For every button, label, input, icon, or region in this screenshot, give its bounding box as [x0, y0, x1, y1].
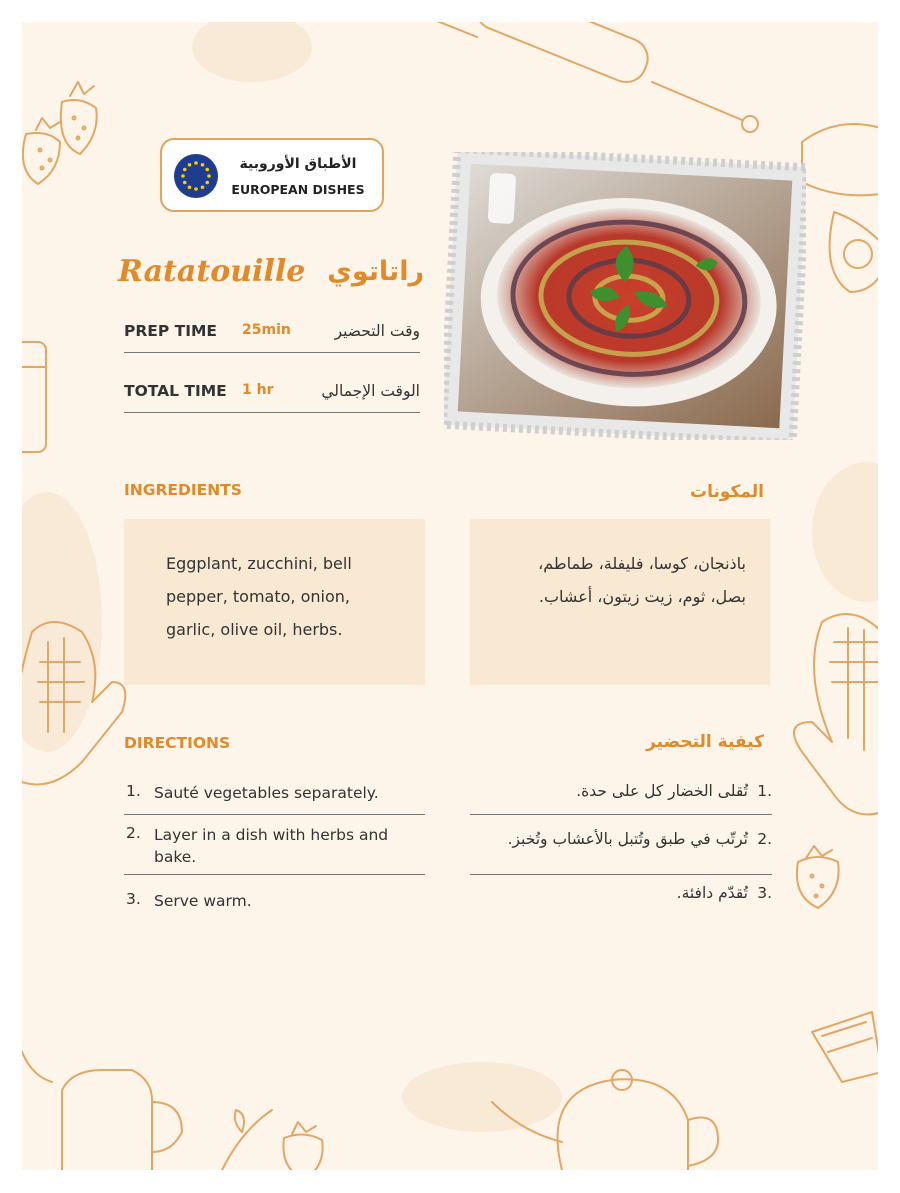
ingredients-heading-arabic: المكونات [689, 482, 764, 502]
recipe-title-english: Ratatouille [118, 254, 306, 289]
step-number: 2. [126, 824, 141, 842]
jar-icon [22, 342, 46, 452]
step-number: .1 [757, 782, 772, 800]
recipe-card [22, 22, 878, 1170]
total-time-label-arabic: الوقت الإجمالي [321, 382, 420, 400]
category-badge [160, 138, 384, 212]
direction-step-arabic [470, 830, 772, 875]
prep-time-row [124, 316, 420, 353]
prep-time-label-arabic: وقت التحضير [334, 322, 420, 340]
step-text: تُرتّب في طبق وتُتبل بالأعشاب وتُخبز. [507, 830, 748, 848]
prep-time-value: 25min [242, 322, 291, 338]
bowl-icon [802, 124, 878, 292]
pitcher-icon [22, 1052, 182, 1170]
total-time-row [124, 376, 420, 413]
oven-mitt-icon [22, 622, 125, 785]
ingredients-heading: INGREDIENTS [124, 481, 242, 499]
direction-step [124, 824, 425, 875]
herb-icon [222, 1110, 272, 1170]
directions-heading: DIRECTIONS [124, 734, 231, 752]
ratatouille-photo [444, 152, 806, 440]
strawberry-icon [23, 118, 60, 184]
teapot-icon [492, 1070, 718, 1170]
total-time-label: TOTAL TIME [124, 382, 227, 400]
step-number: .3 [757, 884, 772, 902]
rolling-pin-icon [427, 22, 758, 132]
oven-mitt-icon [794, 614, 878, 815]
total-time-value: 1 hr [242, 382, 274, 398]
recipe-title-arabic: راتاتوي [327, 256, 424, 287]
badge-english-label: EUROPEAN DISHES [231, 182, 365, 197]
strawberry-icon [61, 82, 97, 154]
step-text: تُقلى الخضار كل على حدة. [576, 782, 748, 800]
strawberry-icon [797, 846, 839, 908]
direction-step-arabic [470, 782, 772, 815]
step-number: 3. [126, 890, 141, 908]
strawberry-icon [283, 1122, 322, 1170]
direction-step [124, 782, 425, 815]
direction-step-arabic [470, 884, 772, 914]
cutting-board-icon [812, 1012, 878, 1082]
step-text: Layer in a dish with herbs and bake. [154, 826, 389, 866]
directions-heading-arabic: كيفية التحضير [646, 732, 764, 752]
direction-step [124, 890, 425, 920]
ingredients-text-arabic: باذنجان، كوسا، فليفلة، طماطم، بصل، ثوم، زيت زيتون، أعشاب. [538, 554, 746, 606]
eu-flag-icon [174, 154, 218, 198]
badge-arabic-label: الأطباق الأوروبية [239, 156, 357, 172]
ingredients-box [124, 519, 425, 685]
step-text: Sauté vegetables separately. [154, 784, 379, 802]
ingredients-box-arabic [470, 519, 770, 685]
step-number: 1. [126, 782, 141, 800]
step-text: تُقدّم دافئة. [676, 884, 748, 902]
step-number: .2 [757, 830, 772, 848]
prep-time-label: PREP TIME [124, 322, 217, 340]
ingredients-text: Eggplant, zucchini, bell pepper, tomato, onion, garlic, olive oil, herbs. [166, 554, 352, 639]
step-text: Serve warm. [154, 892, 252, 910]
